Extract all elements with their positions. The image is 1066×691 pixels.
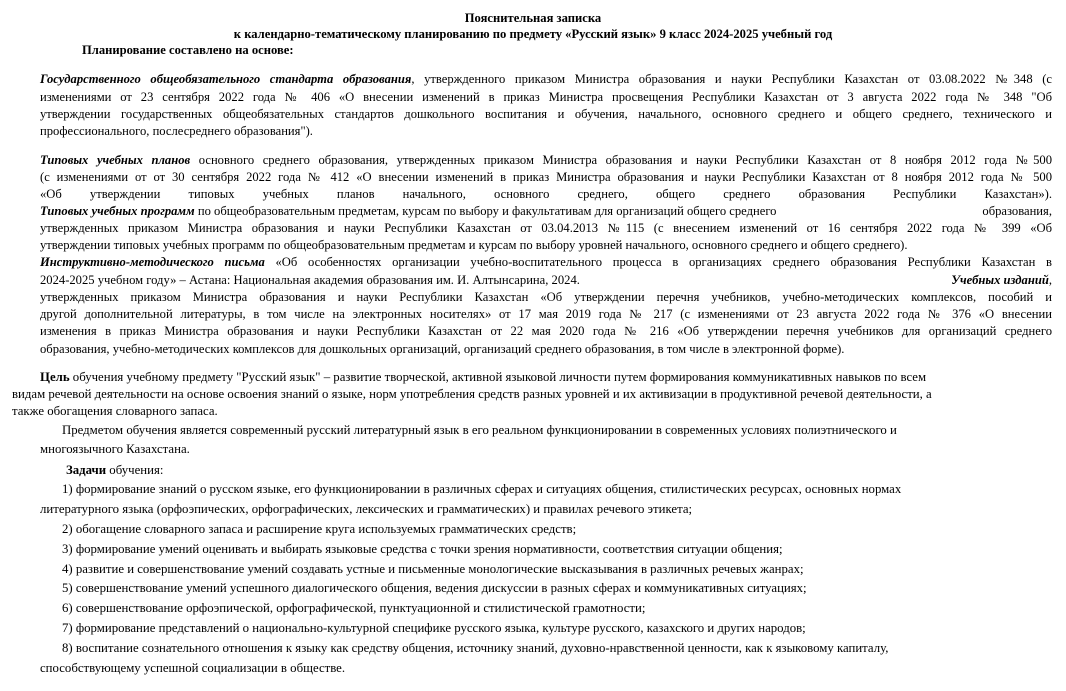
tasks-label: Задачи xyxy=(66,463,107,477)
task-item: 1) формирование знаний о русском языке, его функционировании в различных сферах и ситуациях общения, стилистических ресурсах, основных нормах xyxy=(62,482,902,496)
goal-line xyxy=(40,369,926,385)
programs-text: по общеобразовательным предметам, курсам по выбору и факультативам для организаций общего среднего xyxy=(194,204,777,218)
standard-term: Государственного общеобязательного стандарта образования xyxy=(40,72,412,86)
goal-line: также обогащения словарного запаса. xyxy=(12,404,218,418)
plans-line xyxy=(40,152,1052,168)
standard-line: профессионального, послесреднего образования"). xyxy=(40,124,313,138)
task-item: способствующему успешной социализации в обществе. xyxy=(40,661,346,675)
tasks-label-rest: обучения: xyxy=(106,463,164,477)
document-title: Пояснительная записка xyxy=(464,11,602,25)
goal-label: Цель xyxy=(40,370,70,384)
publications-term: Учебных изданий xyxy=(951,273,1049,287)
publications-line-end xyxy=(951,272,1052,288)
goal-line: видам речевой деятельности на основе освоения знаний о языке, норм употребления средств разных уровней и их активизации в продуктивной речевой деятельности, а xyxy=(12,387,932,401)
plans-line: «Об утверждении типовых учебных планов начального, основного среднего, общего среднего образования Республики Казахстан»). xyxy=(40,187,1052,201)
plans-line: другой дополнительной литературы, в том числе на электронных носителях» от 17 мая 2019 года № 217 (с изменениями от 23 августа 2022 года № 376 «О внесении xyxy=(40,307,1052,321)
task-item: 3) формирование умений оценивать и выбирать языковые средства с точки зрения нормативности, соответствия ситуации общения; xyxy=(62,542,783,556)
subject-line: Предметом обучения является современный русский литературный язык в его реальном функционировании в современных условиях полиэтнического и xyxy=(62,423,897,437)
standard-line: утверждении государственных общеобязательных стандартов дошкольного воспитания и обучения, начального, основного среднего и общего среднего, технического и xyxy=(40,107,1052,121)
goal-text: обучения учебному предмету "Русский язык" – развитие творческой, активной языковой личности путем формирования коммуникативных навыков по всем xyxy=(69,370,927,384)
tasks-heading xyxy=(66,462,163,478)
plans-line: утвержденных приказом Министра образования и науки Республики Казахстан от 03.04.2013 №115 (с внесением изменений от 16 сентября 2022 года № 399 «Об xyxy=(40,221,1052,235)
task-item: литературного языка (орфоэпических, орфографических, лексических и грамматических) и правилах речевого этикета; xyxy=(40,502,693,516)
basis-heading: Планирование составлено на основе: xyxy=(82,43,294,57)
plans-line xyxy=(40,254,1052,270)
subject-line: многоязычного Казахстана. xyxy=(40,442,190,456)
plans-line: утверждении типовых учебных программ по общеобразовательным предметам и курсам по выбору уровней начального, основного среднего и общего среднего). xyxy=(40,238,908,252)
plans-line: 2024-2025 учебном году» – Астана: Национальная академия образования им. И. Алтынсарина, 2024. xyxy=(40,273,580,287)
task-item: 5) совершенствование умений успешного диалогического общения, ведения дискуссии в разных сферах и коммуникативных ситуациях; xyxy=(62,581,807,595)
plans-line: утвержденных приказом Министра образования и науки Республики Казахстан «Об утверждении перечня учебников, учебно-методических комплексов, пособий и xyxy=(40,290,1052,304)
task-item: 6) совершенствование орфоэпической, орфографической, пунктуационной и стилистической грамотности; xyxy=(62,601,646,615)
plans-term: Типовых учебных планов xyxy=(40,153,191,167)
plans-line xyxy=(40,203,776,219)
programs-term: Типовых учебных программ xyxy=(40,204,195,218)
standard-line xyxy=(40,71,1052,87)
task-item: 4) развитие и совершенствование умений создавать устные и письменные монологические высказывания в различных речевых жанрах; xyxy=(62,562,804,576)
task-item: 7) формирование представлений о национально-культурной специфике русского языка, культуре русского, казахского и других народов; xyxy=(62,621,806,635)
publications-comma: , xyxy=(1048,273,1052,287)
plans-line: изменения в приказ Министра образования и науки Республики Казахстан от 22 мая 2020 года № 216 «Об утверждении перечня учебников для организаций среднего xyxy=(40,324,1052,338)
letter-term: Инструктивно-методического письма xyxy=(40,255,265,269)
programs-line-end: образования, xyxy=(982,204,1052,218)
task-item: 2) обогащение словарного запаса и расширение круга используемых грамматических средств; xyxy=(62,522,577,536)
task-item: 8) воспитание сознательного отношения к языку как средству общения, источнику знаний, духовно-нравственной ценности, как к языковому капиталу, xyxy=(62,641,889,655)
plans-line: (с изменениями от от 30 сентября 2022 года № 412 «О внесении изменений в приказ Министра образования и науки Республики Казахстан от 8 ноября 2012 года № 500 xyxy=(40,170,1052,184)
plans-text: основного среднего образования, утвержденных приказом Министра образования и науки Республики Казахстан от 8 ноября 2012 года №500 xyxy=(190,153,1052,167)
plans-line: образования, учебно-методических комплексов для дошкольных организаций, организаций среднего образования, в том числе в электронной форме). xyxy=(40,342,845,356)
standard-text: , утвержденного приказом Министра образования и науки Республики Казахстан от 03.08.2022 №348 (с xyxy=(411,72,1052,86)
letter-text: «Об особенностях организации учебно-воспитательного процесса в организациях среднего образования Республики Казахстан в xyxy=(264,255,1052,269)
document-subtitle: к календарно-тематическому планированию по предмету «Русский язык» 9 класс 2024-2025 учебный год xyxy=(233,27,833,41)
standard-line: изменениями от 23 сентября 2022 года № 406 «О внесении изменений в приказ Министра просвещения Республики Казахстан от 3 августа 2022 года № 348 "Об xyxy=(40,90,1052,104)
